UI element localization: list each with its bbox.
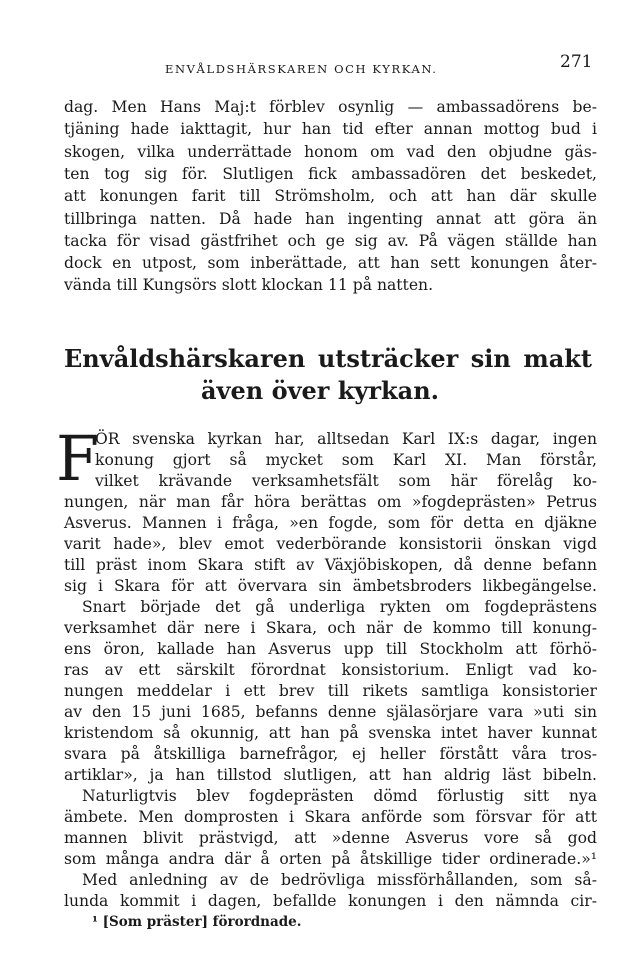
footnote: ¹ [Som präster] förordnade. <box>92 914 302 930</box>
text-line: ten tog sig för. Slutligen fick ambassadören det beskedet, <box>64 164 597 183</box>
text-line: ämbete. Men domprosten i Skara anförde som försvar för att <box>64 808 597 826</box>
text-line: svara på åtskilliga barnefrågor, ej heller förstått våra tros- <box>64 745 597 763</box>
text-line: Snart började det gå underliga rykten om fogdeprästens <box>82 598 597 616</box>
text-line: ens öron, kallade han Asverus upp till Stockholm att förhö- <box>64 640 597 658</box>
text-line: att konungen farit till Strömsholm, och att han där skulle <box>64 187 597 206</box>
text-line: sig i Skara för att övervara sin ämbetsbroders likbegängelse. <box>64 577 597 595</box>
text-line: dock en utpost, som inberättade, att han sett konungen åter- <box>64 254 597 273</box>
running-head: ENVÅLDSHÄRSKAREN OCH KYRKAN. <box>165 62 438 76</box>
text-line: konung gjort så mycket som Karl XI. Man förstår, <box>95 451 597 469</box>
text-line: Med anledning av de bedrövliga missförhållanden, som så- <box>82 871 597 889</box>
section-heading-line-1: Envåldshärskaren utsträcker sin makt <box>64 344 592 373</box>
text-line: av den 15 juni 1685, befanns denne själasörjare vara »uti sin <box>64 703 597 721</box>
text-line: artiklar», ja han tillstod slutligen, att han aldrig läst bibeln. <box>64 766 597 784</box>
section-heading-line-2: även över kyrkan. <box>201 376 439 405</box>
text-line: tjäning hade iakttagit, hur han tid efter annan mottog bud i <box>64 120 597 139</box>
text-line: till präst inom Skara stift av Växjöbiskopen, då denne befann <box>64 556 597 574</box>
text-line: nungen meddelar i ett brev till rikets samtliga konsistorier <box>64 682 597 700</box>
page-number: 271 <box>560 52 593 72</box>
text-line: ÖR svenska kyrkan har, alltsedan Karl IX:s dagar, ingen <box>95 430 597 448</box>
text-line: kristendom så okunnig, att han på svenska intet haver kunnat <box>64 724 597 742</box>
text-line: skogen, vilka underrättade honom om vad den objudne gäs- <box>64 142 597 161</box>
text-line: Asverus. Mannen i fråga, »en fogde, som för detta en djäkne <box>64 514 597 532</box>
text-line: ras av ett särskilt förordnat konsistorium. Enligt vad ko- <box>64 661 597 679</box>
text-line: tillbringa natten. Då hade han ingenting annat att göra än <box>64 209 597 228</box>
text-line: vända till Kungsörs slott klockan 11 på natten. <box>64 276 434 295</box>
text-line: mannen blivit prästvigd, att »denne Asverus vore så god <box>64 829 597 847</box>
text-line: nungen, när man får höra berättas om »fogdeprästen» Petrus <box>64 493 597 511</box>
text-line: tacka för visad gästfrihet och ge sig av. På vägen ställde han <box>64 231 597 250</box>
text-line: vilket krävande verksamhetsfält som här förelåg ko- <box>95 472 597 490</box>
text-line: verksamhet där nere i Skara, och när de kommo till konung- <box>64 619 597 637</box>
text-line: lunda kommit i dagen, befallde konungen i den nämnda cir- <box>64 892 597 910</box>
text-line: Naturligtvis blev fogdeprästen dömd förlustig sitt nya <box>82 787 597 805</box>
text-line: dag. Men Hans Maj:t förblev osynlig — ambassadörens be- <box>64 98 597 116</box>
text-line: som många andra där å orten på åtskillige tider ordinerade.»¹ <box>64 850 597 868</box>
text-line: varit hade», blev emot vederbörande konsistorii önskan vigd <box>64 535 597 553</box>
drop-cap: F <box>56 422 100 495</box>
